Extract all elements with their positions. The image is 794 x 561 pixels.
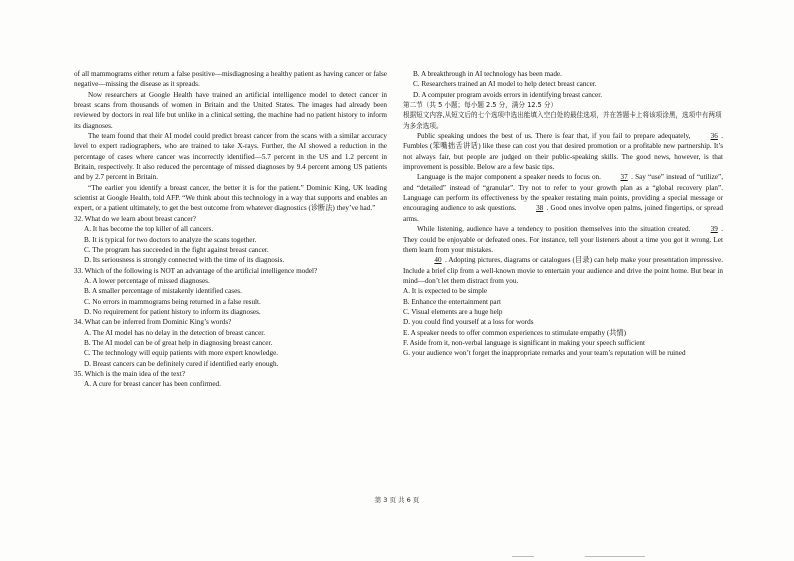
option-32b: B. It is typical for two doctors to analyze the scans together. <box>84 235 257 244</box>
choice-b: B. Enhance the entertainment part <box>403 297 501 306</box>
cloze-paragraph-4 <box>403 255 723 286</box>
cloze-paragraph-3 <box>403 224 723 255</box>
scan-mark <box>512 556 534 557</box>
cloze-text: . They could be enjoyable or defeated ones. For instance, tell your listeners about a time you got it wrong. Let them learn from your mistakes. <box>403 225 723 254</box>
blank-40[interactable]: 40 <box>434 256 442 265</box>
option-35a: A. A cure for breast cancer has been confirmed. <box>84 380 221 389</box>
cloze-paragraph-2 <box>403 172 723 224</box>
cloze-text: . Adopting pictures, diagrams or catalogues (目录) can help make your presentation impressive. Include a brief clip from a well-known movie to entertain your audience and drive the point home. But bear in mind—don’t let them distract from you. <box>403 256 723 285</box>
cloze-text: . Fumbles (笨嘴拙舌讲话) like these can cost you that desired promotion or a profitable new partnership. It’s not always fair, but people are judged on their public-speaking skills. The good news, however, is that improvement is possible. Below are a few basic tips. <box>403 132 724 172</box>
right-column <box>403 69 723 359</box>
option-33a: A. A lower percentage of missed diagnoses. <box>84 276 210 285</box>
passage-paragraph-1: Now researchers at Google Health have trained an artificial intelligence model to detect cancer in breast scans from thousands of women in Britain and the United States. The images had already been reviewed by doctors in real life but unlike in a clinical setting, the machine had no patient history to inform its diagnoses. <box>74 90 387 130</box>
choice-a: A. It is expected to be simple <box>403 287 488 296</box>
blank-39[interactable]: 39 <box>710 225 718 234</box>
choice-g: G. your audience won’t forget the inappropriate remarks and your team’s reputation will be ruined <box>403 349 686 358</box>
option-33b: B. A smaller percentage of mistakenly identified cases. <box>84 287 242 296</box>
passage-paragraph-3: “The earlier you identify a breast cancer, the better it is for the patient.” Dominic King, UK leading scientist at Google Health, told AFP. “We think about this technology in a way that supports and enables an expert, or a patient ultimately, to get the best outcome from whatever diagnostics (诊断法) they’ve had.” <box>74 183 387 213</box>
question-32: 32. What do we learn about breast cancer? <box>74 214 196 223</box>
left-column <box>74 69 387 390</box>
cloze-text: . Good ones involve open palms, joined fingertips, or spread arms. <box>403 204 723 223</box>
option-32c: C. The program has succeeded in the fight against breast cancer. <box>84 245 269 254</box>
option-34a: A. The AI model has no delay in the detection of breast cancer. <box>84 328 266 337</box>
question-33: 33. Which of the following is NOT an advantage of the artificial intelligence model? <box>74 266 318 275</box>
option-35b: B. A breakthrough in AI technology has been made. <box>413 70 562 78</box>
choice-c: C. Visual elements are a huge help <box>403 307 503 316</box>
page-number: 第 3 页 共 6 页 <box>374 496 420 504</box>
option-34d: D. Breast cancers can be definitely cured if identified early enough. <box>84 359 279 368</box>
cloze-text: While listening, audience have a tendency to position themselves into the situation created. <box>417 225 691 234</box>
question-34: 34. What can be inferred from Dominic King’s words? <box>74 318 232 327</box>
cloze-text: . Say “use” instead of “utilize”, and “detailed” instead of “granular”. Try not to refer to your growth plan as a “global recovery plan”. Language can perform its effectiveness by the speaker restating main points, providing a special message or encouraging audience to ask questions. <box>403 173 723 213</box>
question-35: 35. Which is the main idea of the text? <box>74 369 186 378</box>
scan-mark <box>585 556 645 557</box>
option-35d: D. A computer program avoids errors in identifying breast cancer. <box>413 90 603 99</box>
cloze-paragraph-1 <box>403 131 723 172</box>
passage-intro: of all mammograms either return a false positive—misdiagnosing a healthy patient as having cancer or false negative—missing the disease as it spreads. <box>74 70 387 89</box>
option-34c: C. The technology will equip patients with more expert knowledge. <box>84 349 279 358</box>
option-32a: A. It has become the top killer of all cancers. <box>84 225 214 234</box>
blank-37[interactable]: 37 <box>620 173 628 182</box>
section-instructions: 根据短文内容,从短文后的七个选项中选出能填入空白处的最佳选项，并在答题卡上将该项涂黑，选项中有两项为多余选项。 <box>403 111 722 130</box>
choice-f: F. Aside from it, non-verbal language is significant in making your speech sufficient <box>403 338 646 347</box>
blank-36[interactable]: 36 <box>710 132 718 141</box>
cloze-text: Public speaking undoes the best of us. There is fear that, if you fail to prepare adequately, <box>417 132 691 141</box>
cloze-text: Language is the major component a speaker needs to focus on. <box>417 173 601 182</box>
option-32d: D. Its seriousness is strongly connected with the time of its diagnosis. <box>84 256 285 265</box>
section-header: 第二节（共 5 小题；每小题 2.5 分，满分 12.5 分） <box>403 101 558 110</box>
blank-38[interactable]: 38 <box>536 204 544 213</box>
choice-d: D. you could find yourself at a loss for words <box>403 318 534 327</box>
option-33d: D. No requirement for patient history to inform its diagnoses. <box>84 307 261 316</box>
passage-paragraph-2: The team found that their AI model could predict breast cancer from the scans with a similar accuracy level to expert radiographers, who are trained to take X-rays. Further, the AI showed a reduction in the percentage of cases where cancer was incorrectly identified—5.7 percent in the US and 1.2 percent in Britain, respectively. It also reduced the percentage of missed diagnoses by 9.4 percent among US patients and by 2.7 percent in Britain. <box>74 132 387 182</box>
choice-e: E. A speaker needs to offer common experiences to stimulate empathy (共情) <box>403 328 627 337</box>
option-34b: B. The AI model can be of great help in diagnosing breast cancer. <box>84 338 273 347</box>
option-33c: C. No errors in mammograms being returned in a false result. <box>84 297 261 306</box>
option-35c: C. Researchers trained an AI model to help detect breast cancer. <box>413 80 597 89</box>
